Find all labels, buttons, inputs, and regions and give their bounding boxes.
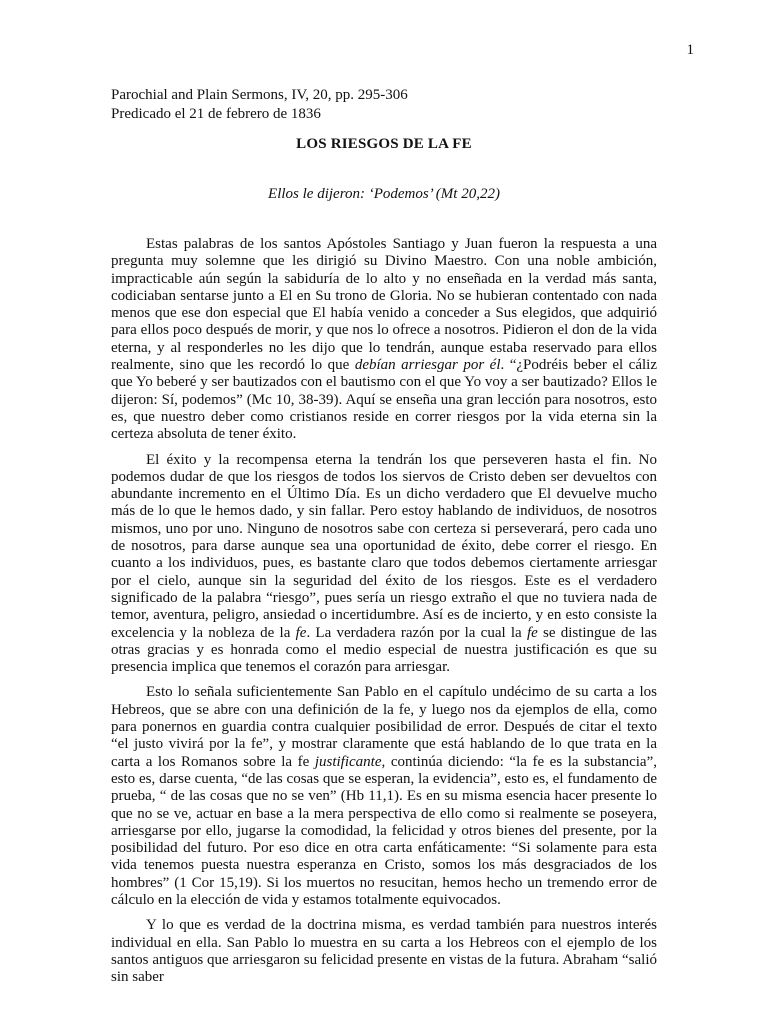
paragraph-4: Y lo que es verdad de la doctrina misma, es verdad también para nuestros interés individual en ella. San Pablo lo muestra en su carta a los Hebreos con el ejemplo de los santos antiguos que arriesgaron su felicidad presente en vistas de la futura. Abraham “salió sin saber: [111, 917, 657, 986]
sermon-title: LOS RIESGOS DE LA FE: [296, 136, 472, 152]
preaching-date: Predicado el 21 de febrero de 1836: [111, 106, 321, 122]
emphasis: fe: [526, 624, 538, 641]
source-reference: Parochial and Plain Sermons, IV, 20, pp. 295-306: [111, 87, 408, 103]
paragraph-3: Esto lo señala suficientemente San Pablo en el capítulo undécimo de su carta a los Hebreos, que se abre con una definición de la fe, y luego nos da ejemplos de ella, como para ponernos en guardia contra cualquier posibilidad de error. Después de citar el texto “el justo vivirá por la fe”, y mostrar claramente que está hablando de lo que trata en la carta a los Romanos sobre la fe justificante, continúa diciendo: “la fe es la substancia”, esto es, darse cuenta, “de las cosas que se esperan, la evidencia”, esto es, el fundamento de prueba, “ de las cosas que no se ven” (Hb 11,1). Es en su misma esencia hacer presente lo que no se ve, actuar en base a la mera perspectiva de ello como si realmente se poseyera, arriesgarse por ello, jugarse la comodidad, la felicidad y otros bienes del presente, por la posibilidad del futuro. Por eso dice en otra carta enfáticamente: “Si solamente para esta vida tenemos puesta nuestra esperanza en Cristo, somos los más desgraciados de los hombres” (1 Cor 15,19). Si los muertos no resucitan, hemos hecho un tremendo error de cálculo en la elección de vida y estamos totalmente equivocados.: [111, 684, 657, 908]
emphasis: justificante: [314, 753, 382, 770]
document-header: [111, 86, 408, 124]
emphasis: debían arriesgar por él: [354, 357, 501, 374]
emphasis: fe: [295, 624, 307, 641]
page-number: 1: [686, 42, 694, 58]
paragraph-1: Estas palabras de los santos Apóstoles Santiago y Juan fueron la respuesta a una pregunta muy solemne que les dirigió su Divino Maestro. Con una noble ambición, impracticable aún según la sabiduría de lo alto y no enseñada en la verdad más santa, codiciaban sentarse junto a El en Su trono de Gloria. No se hubieran contentado con nada menos que ese don especial que El había venido a conceder a Sus elegidos, que adquirió para ellos poco después de morir, y que nos lo ofrece a nosotros. Pidieron el don de la vida eterna, y al responderles no les dijo que lo tendrán, aunque estaba reservado para ellos realmente, sino que les recordó lo que debían arriesgar por él. “¿Podréis beber el cáliz que Yo beberé y ser bautizados con el bautismo con el que Yo voy a ser bautizado? Ellos le dijeron: Sí, podemos” (Mc 10, 38-39). Aquí se enseña una gran lección para nosotros, esto es, que nuestro deber como cristianos reside en correr riesgos por la vida eterna sin la certeza absoluta de tener éxito.: [111, 236, 657, 443]
sermon-body: [111, 236, 657, 994]
paragraph-2: El éxito y la recompensa eterna la tendrán los que perseveren hasta el fin. No podemos dudar de que los riesgos de todos los siervos de Cristo deben ser devueltos con abundante incremento en el Último Día. Es un dicho verdadero que El devuelve mucho más de lo que le hemos dado, y sin fallar. Pero estoy hablando de individuos, de nosotros mismos, uno por uno. Ninguno de nosotros sabe con certeza si perseverará, pero cada uno de nosotros, para darse aunque sea una oportunidad de éxito, debe correr el riesgo. En cuanto a los individuos, pues, es bastante claro que todos debemos ciertamente arriesgar por el cielo, aunque sin la seguridad del éxito de los riesgos. Este es el verdadero significado de la palabra “riesgo”, pues sería un riesgo extraño el que no tuviera nada de temor, aventura, peligro, ansiedad o incertidumbre. Así es de incierto, y en esto consiste la excelencia y la nobleza de la fe. La verdadera razón por la cual la fe se distingue de las otras gracias y es honrada como el medio especial de nuestra justificación es que su presencia implica que tenemos el corazón para arriesgar.: [111, 451, 657, 676]
epigraph: Ellos le dijeron: ‘Podemos’ (Mt 20,22): [268, 186, 500, 202]
